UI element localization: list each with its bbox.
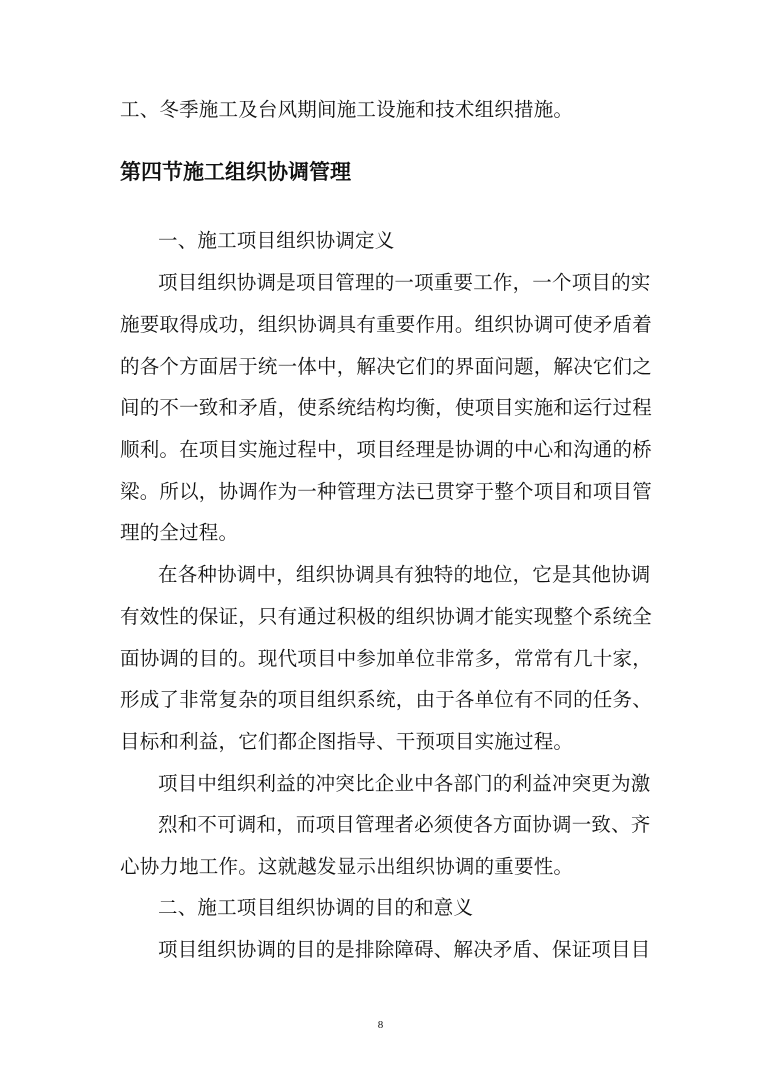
paragraph-line: 目标和利益，它们都企图指导、干预项目实施过程。 xyxy=(120,730,574,753)
paragraph-line: 梁。所以，协调作为一种管理方法已贯穿于整个项目和项目管 xyxy=(120,480,652,503)
paragraph-line: 顺利。在项目实施过程中，项目经理是协调的中心和沟通的桥 xyxy=(120,438,652,461)
subheading-definition: 一、施工项目组织协调定义 xyxy=(158,229,395,252)
paragraph-line: 间的不一致和矛盾，使系统结构均衡，使项目实施和运行过程 xyxy=(120,396,652,419)
page-number: 8 xyxy=(377,1019,384,1031)
paragraph-line: 烈和不可调和，而项目管理者必须使各方面协调一致、齐 xyxy=(158,813,651,836)
paragraph-line: 形成了非常复杂的项目组织系统，由于各单位有不同的任务、 xyxy=(120,688,652,711)
section-title: 第四节施工组织协调管理 xyxy=(120,160,351,184)
paragraph-line: 项目组织协调的目的是排除障碍、解决矛盾、保证项目目 xyxy=(158,938,651,961)
paragraph-line: 项目中组织利益的冲突比企业中各部门的利益冲突更为激 xyxy=(158,772,651,795)
paragraph-line: 项目组织协调是项目管理的一项重要工作，一个项目的实 xyxy=(158,271,651,294)
paragraph-line: 心协力地工作。这就越发显示出组织协调的重要性。 xyxy=(120,855,574,878)
paragraph-line: 理的全过程。 xyxy=(120,521,239,544)
intro-line: 工、冬季施工及台风期间施工设施和技术组织措施。 xyxy=(120,98,574,121)
paragraph-line: 施要取得成功，组织协调具有重要作用。组织协调可使矛盾着 xyxy=(120,313,652,336)
paragraph-line: 在各种协调中，组织协调具有独特的地位，它是其他协调 xyxy=(158,563,651,586)
paragraph-line: 的各个方面居于统一体中，解决它们的界面问题，解决它们之 xyxy=(120,355,652,378)
paragraph-line: 面协调的目的。现代项目中参加单位非常多，常常有几十家， xyxy=(120,647,652,670)
paragraph-line: 有效性的保证，只有通过积极的组织协调才能实现整个系统全 xyxy=(120,605,652,628)
subheading-purpose: 二、施工项目组织协调的目的和意义 xyxy=(158,896,474,919)
